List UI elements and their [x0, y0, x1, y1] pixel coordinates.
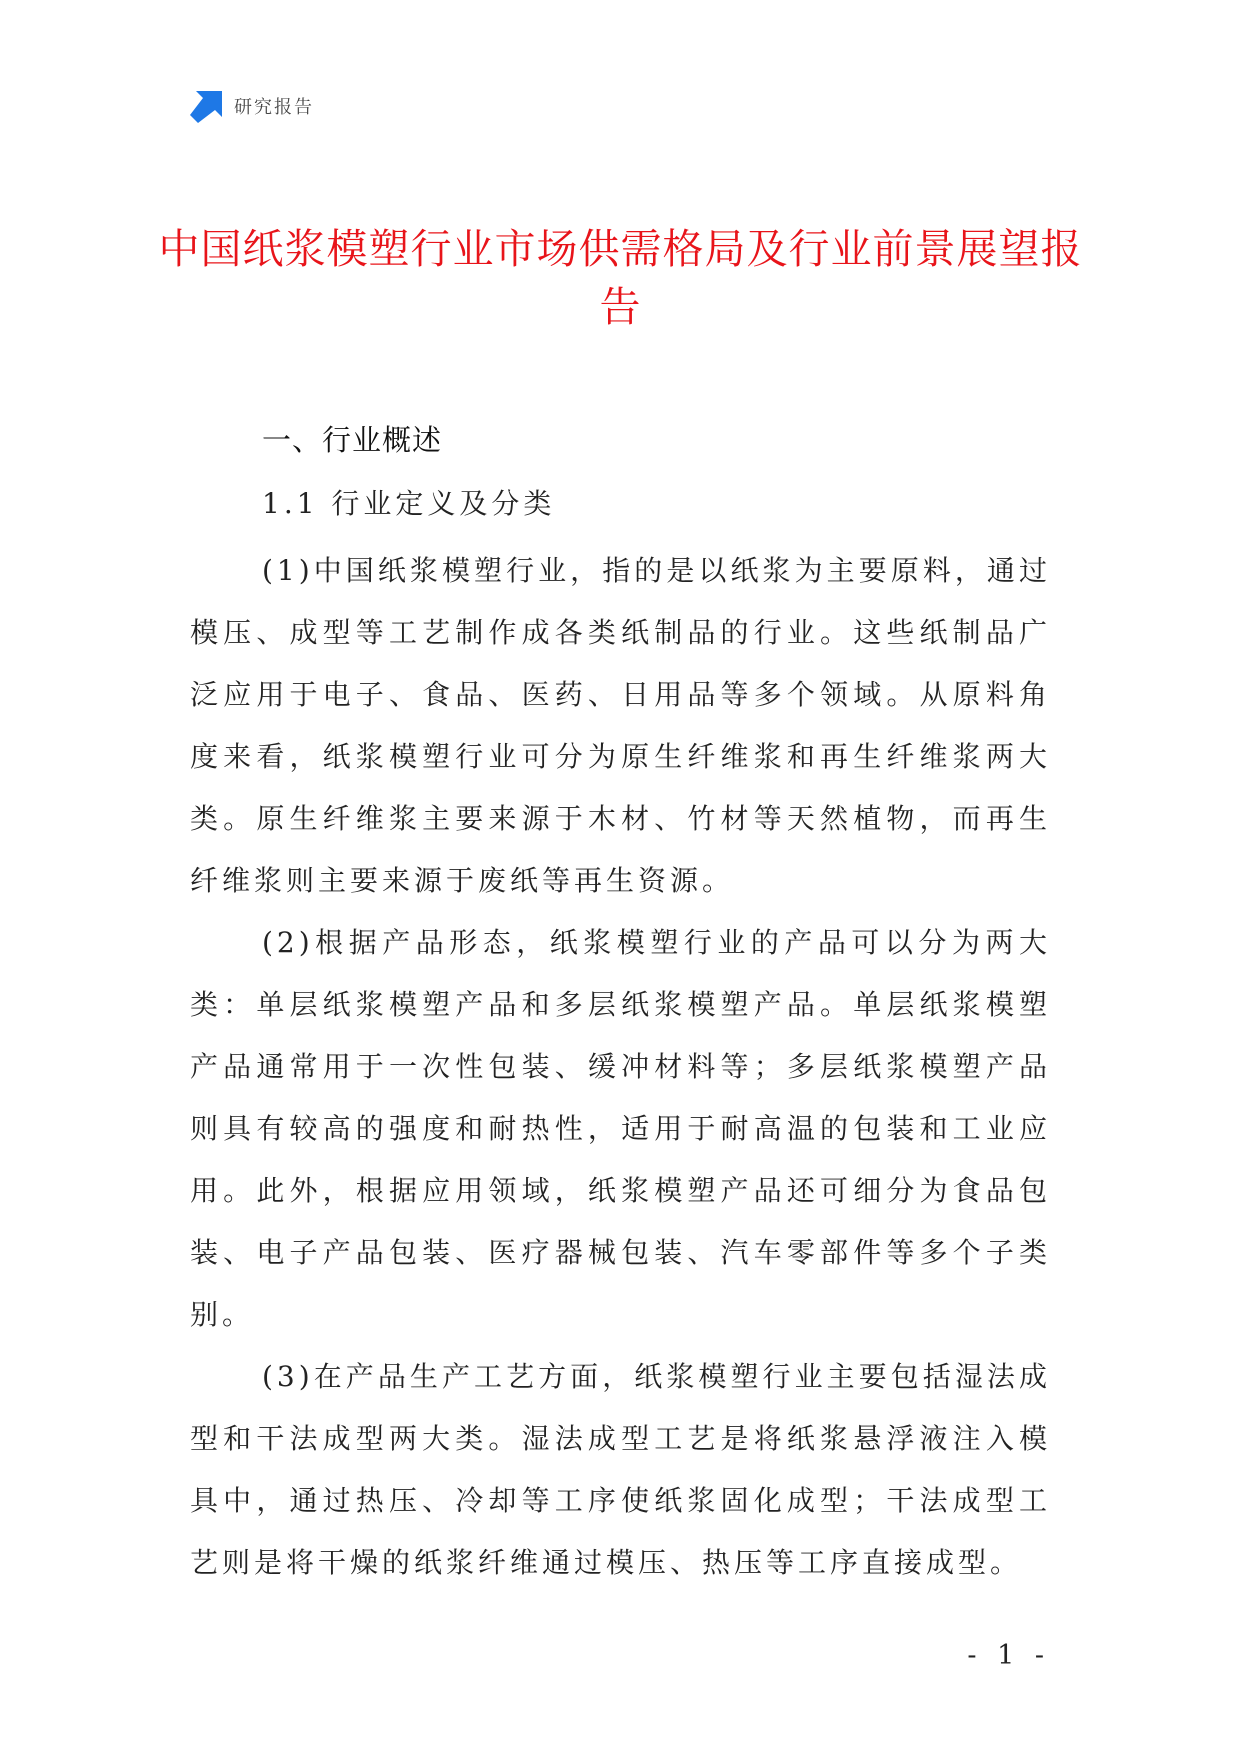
- paragraph-3: (3)在产品生产工艺方面，纸浆模塑行业主要包括湿法成型和干法成型两大类。湿法成型工艺是将纸浆悬浮液注入模具中，通过热压、冷却等工序使纸浆固化成型；干法成型工艺则是将干燥的纸浆纤维通过模压、热压等工序直接成型。: [190, 1360, 1051, 1579]
- header-label: 研究报告: [234, 97, 314, 118]
- subsection-heading: 1.1 行业定义及分类: [262, 487, 556, 520]
- body-text: [190, 540, 1051, 1594]
- paragraph-1: (1)中国纸浆模塑行业，指的是以纸浆为主要原料，通过模压、成型等工艺制作成各类纸制品的行业。这些纸制品广泛应用于电子、食品、医药、日用品等多个领域。从原料角度来看，纸浆模塑行业可分为原生纤维浆和再生纤维浆两大类。原生纤维浆主要来源于木材、竹材等天然植物，而再生纤维浆则主要来源于废纸等再生资源。: [190, 554, 1051, 897]
- page-number: - 1 -: [967, 1640, 1050, 1671]
- document-title: 中国纸浆模塑行业市场供需格局及行业前景展望报告: [158, 225, 1083, 331]
- section-heading: 一、行业概述: [262, 423, 443, 457]
- arrow-up-right-icon: [190, 89, 224, 123]
- report-header: [190, 88, 314, 124]
- paragraph-2: (2)根据产品形态，纸浆模塑行业的产品可以分为两大类：单层纸浆模塑产品和多层纸浆模塑产品。单层纸浆模塑产品通常用于一次性包装、缓冲材料等；多层纸浆模塑产品则具有较高的强度和耐热性，适用于耐高温的包装和工业应用。此外，根据应用领域，纸浆模塑产品还可细分为食品包装、电子产品包装、医疗器械包装、汽车零部件等多个子类别。: [190, 926, 1051, 1331]
